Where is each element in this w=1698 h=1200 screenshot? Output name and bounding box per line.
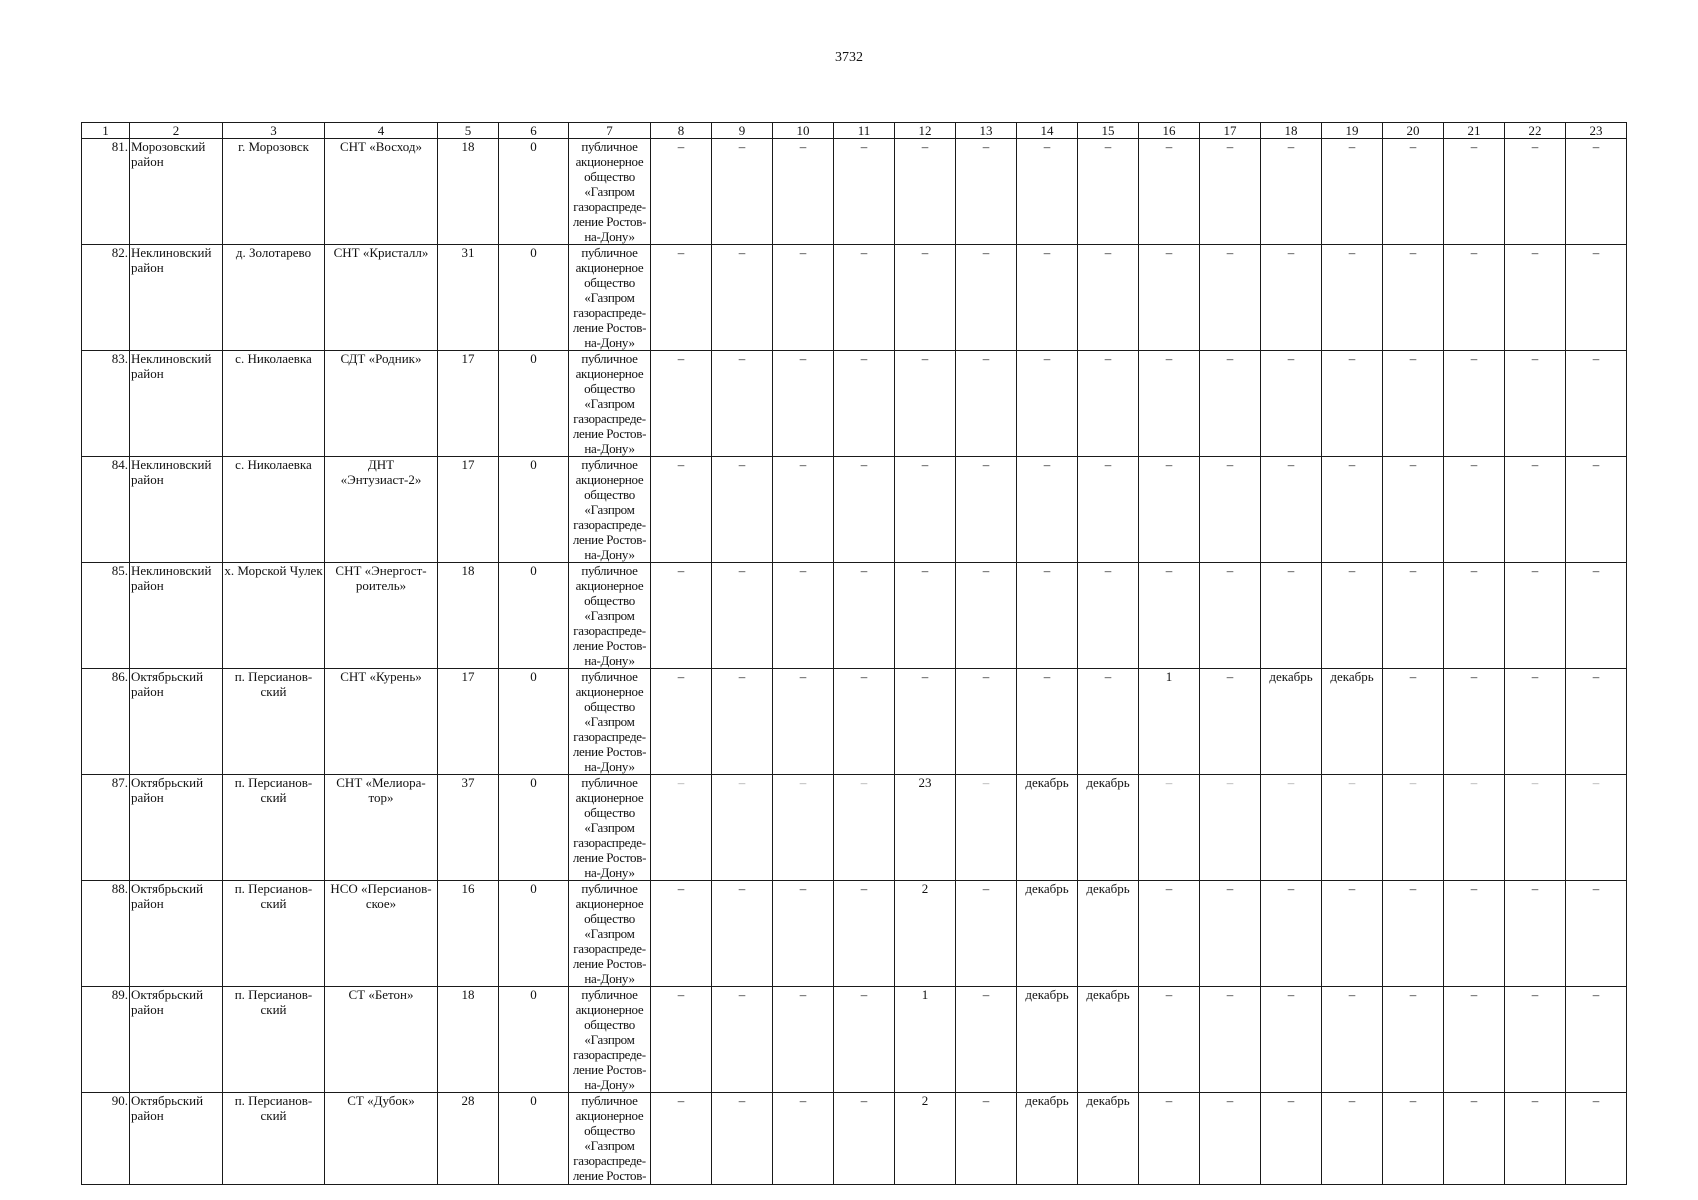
- column-header: 11: [834, 123, 895, 139]
- column-23-cell: –: [1566, 139, 1627, 245]
- table-row: [82, 1093, 1627, 1185]
- column-8-cell: –: [651, 563, 712, 669]
- column-header: 22: [1505, 123, 1566, 139]
- column-9-cell: –: [712, 457, 773, 563]
- column-18-cell: –: [1261, 563, 1322, 669]
- column-12-cell: 2: [895, 1093, 956, 1185]
- column-15-cell: –: [1078, 563, 1139, 669]
- column-18-cell: –: [1261, 881, 1322, 987]
- column-20-cell: –: [1383, 1093, 1444, 1185]
- column-21-cell: –: [1444, 351, 1505, 457]
- column-18-cell: –: [1261, 987, 1322, 1093]
- column-16-cell: –: [1139, 1093, 1200, 1185]
- column-15-cell: декабрь: [1078, 881, 1139, 987]
- district-cell: Октябрьский район: [130, 987, 223, 1093]
- partnership-cell: СНТ «Энергост-роитель»: [325, 563, 438, 669]
- table-row: [82, 775, 1627, 881]
- column-12-cell: 23: [895, 775, 956, 881]
- partnership-cell: СДТ «Родник»: [325, 351, 438, 457]
- column-21-cell: –: [1444, 457, 1505, 563]
- column-22-cell: –: [1505, 457, 1566, 563]
- column-21-cell: –: [1444, 245, 1505, 351]
- organization-cell: публичное акционерное общество «Газпром газораспреде-ление Ростов-на-Дону»: [569, 245, 651, 351]
- column-12-cell: –: [895, 139, 956, 245]
- column-9-cell: –: [712, 669, 773, 775]
- column-19-cell: –: [1322, 987, 1383, 1093]
- column-6-cell: 0: [499, 563, 569, 669]
- column-19-cell: –: [1322, 563, 1383, 669]
- column-10-cell: –: [773, 139, 834, 245]
- column-10-cell: –: [773, 881, 834, 987]
- column-header: 20: [1383, 123, 1444, 139]
- column-20-cell: –: [1383, 139, 1444, 245]
- column-14-cell: декабрь: [1017, 775, 1078, 881]
- column-22-cell: –: [1505, 881, 1566, 987]
- column-19-cell: –: [1322, 245, 1383, 351]
- row-number-cell: 84.: [82, 457, 130, 563]
- column-20-cell: –: [1383, 669, 1444, 775]
- column-22-cell: –: [1505, 669, 1566, 775]
- column-16-cell: –: [1139, 563, 1200, 669]
- column-9-cell: –: [712, 881, 773, 987]
- column-14-cell: декабрь: [1017, 881, 1078, 987]
- column-header: 19: [1322, 123, 1383, 139]
- row-number-cell: 82.: [82, 245, 130, 351]
- column-11-cell: –: [834, 457, 895, 563]
- column-13-cell: –: [956, 245, 1017, 351]
- column-23-cell: –: [1566, 563, 1627, 669]
- column-5-cell: 18: [438, 139, 499, 245]
- column-12-cell: –: [895, 351, 956, 457]
- column-6-cell: 0: [499, 139, 569, 245]
- row-number-cell: 86.: [82, 669, 130, 775]
- column-16-cell: –: [1139, 139, 1200, 245]
- column-13-cell: –: [956, 139, 1017, 245]
- column-5-cell: 28: [438, 1093, 499, 1185]
- column-15-cell: –: [1078, 669, 1139, 775]
- column-header: 6: [499, 123, 569, 139]
- column-13-cell: –: [956, 775, 1017, 881]
- row-number-cell: 90.: [82, 1093, 130, 1185]
- column-22-cell: –: [1505, 987, 1566, 1093]
- column-20-cell: –: [1383, 987, 1444, 1093]
- column-17-cell: –: [1200, 669, 1261, 775]
- column-14-cell: –: [1017, 351, 1078, 457]
- column-header: 8: [651, 123, 712, 139]
- column-8-cell: –: [651, 669, 712, 775]
- column-22-cell: –: [1505, 1093, 1566, 1185]
- column-header: 13: [956, 123, 1017, 139]
- column-8-cell: –: [651, 351, 712, 457]
- column-15-cell: декабрь: [1078, 987, 1139, 1093]
- column-15-cell: декабрь: [1078, 775, 1139, 881]
- column-header: 3: [223, 123, 325, 139]
- table-row: [82, 881, 1627, 987]
- column-18-cell: –: [1261, 139, 1322, 245]
- settlement-cell: п. Персианов-ский: [223, 1093, 325, 1185]
- column-16-cell: –: [1139, 987, 1200, 1093]
- column-17-cell: –: [1200, 351, 1261, 457]
- row-number-cell: 88.: [82, 881, 130, 987]
- partnership-cell: СНТ «Мелиора-тор»: [325, 775, 438, 881]
- column-6-cell: 0: [499, 987, 569, 1093]
- column-22-cell: –: [1505, 245, 1566, 351]
- column-6-cell: 0: [499, 669, 569, 775]
- column-13-cell: –: [956, 1093, 1017, 1185]
- column-19-cell: декабрь: [1322, 669, 1383, 775]
- column-18-cell: –: [1261, 245, 1322, 351]
- column-11-cell: –: [834, 775, 895, 881]
- column-11-cell: –: [834, 563, 895, 669]
- district-cell: Неклиновский район: [130, 563, 223, 669]
- column-13-cell: –: [956, 987, 1017, 1093]
- table-row: [82, 987, 1627, 1093]
- column-23-cell: –: [1566, 775, 1627, 881]
- table-body: [82, 139, 1627, 1185]
- column-10-cell: –: [773, 987, 834, 1093]
- row-number-cell: 85.: [82, 563, 130, 669]
- column-6-cell: 0: [499, 1093, 569, 1185]
- column-20-cell: –: [1383, 457, 1444, 563]
- column-10-cell: –: [773, 457, 834, 563]
- column-5-cell: 18: [438, 563, 499, 669]
- column-13-cell: –: [956, 669, 1017, 775]
- settlement-cell: с. Николаевка: [223, 351, 325, 457]
- column-13-cell: –: [956, 563, 1017, 669]
- column-header: 14: [1017, 123, 1078, 139]
- district-cell: Морозовский район: [130, 139, 223, 245]
- organization-cell: публичное акционерное общество «Газпром газораспреде-ление Ростов-на-Дону»: [569, 351, 651, 457]
- column-16-cell: 1: [1139, 669, 1200, 775]
- district-cell: Октябрьский район: [130, 669, 223, 775]
- column-23-cell: –: [1566, 669, 1627, 775]
- column-20-cell: –: [1383, 245, 1444, 351]
- column-11-cell: –: [834, 881, 895, 987]
- column-6-cell: 0: [499, 245, 569, 351]
- column-header: 5: [438, 123, 499, 139]
- settlement-cell: г. Морозовск: [223, 139, 325, 245]
- organization-cell: публичное акционерное общество «Газпром газораспреде-ление Ростов-на-Дону»: [569, 457, 651, 563]
- column-17-cell: –: [1200, 457, 1261, 563]
- column-8-cell: –: [651, 1093, 712, 1185]
- column-21-cell: –: [1444, 775, 1505, 881]
- column-8-cell: –: [651, 139, 712, 245]
- district-cell: Октябрьский район: [130, 1093, 223, 1185]
- column-19-cell: –: [1322, 457, 1383, 563]
- column-8-cell: –: [651, 245, 712, 351]
- column-header: 17: [1200, 123, 1261, 139]
- column-20-cell: –: [1383, 775, 1444, 881]
- column-9-cell: –: [712, 987, 773, 1093]
- column-21-cell: –: [1444, 139, 1505, 245]
- column-9-cell: –: [712, 245, 773, 351]
- column-15-cell: –: [1078, 457, 1139, 563]
- settlement-cell: с. Николаевка: [223, 457, 325, 563]
- column-22-cell: –: [1505, 139, 1566, 245]
- column-9-cell: –: [712, 351, 773, 457]
- column-23-cell: –: [1566, 457, 1627, 563]
- settlement-cell: п. Персианов-ский: [223, 775, 325, 881]
- column-17-cell: –: [1200, 139, 1261, 245]
- column-11-cell: –: [834, 669, 895, 775]
- district-cell: Неклиновский район: [130, 245, 223, 351]
- settlement-cell: д. Золотарево: [223, 245, 325, 351]
- column-11-cell: –: [834, 1093, 895, 1185]
- column-5-cell: 18: [438, 987, 499, 1093]
- column-23-cell: –: [1566, 881, 1627, 987]
- column-header: 18: [1261, 123, 1322, 139]
- partnership-cell: СНТ «Курень»: [325, 669, 438, 775]
- column-18-cell: –: [1261, 457, 1322, 563]
- column-5-cell: 31: [438, 245, 499, 351]
- column-13-cell: –: [956, 881, 1017, 987]
- row-number-cell: 81.: [82, 139, 130, 245]
- column-16-cell: –: [1139, 245, 1200, 351]
- column-header: 15: [1078, 123, 1139, 139]
- organization-cell: публичное акционерное общество «Газпром газораспреде-ление Ростов-на-Дону»: [569, 775, 651, 881]
- column-11-cell: –: [834, 245, 895, 351]
- column-16-cell: –: [1139, 881, 1200, 987]
- column-header: 12: [895, 123, 956, 139]
- column-8-cell: –: [651, 987, 712, 1093]
- organization-cell: публичное акционерное общество «Газпром газораспреде-ление Ростов-на-Дону»: [569, 563, 651, 669]
- organization-cell: публичное акционерное общество «Газпром газораспреде-ление Ростов-на-Дону»: [569, 987, 651, 1093]
- column-5-cell: 17: [438, 351, 499, 457]
- column-6-cell: 0: [499, 457, 569, 563]
- table-header-row: [82, 123, 1627, 139]
- column-19-cell: –: [1322, 139, 1383, 245]
- column-13-cell: –: [956, 457, 1017, 563]
- column-16-cell: –: [1139, 775, 1200, 881]
- column-12-cell: 1: [895, 987, 956, 1093]
- column-20-cell: –: [1383, 563, 1444, 669]
- column-5-cell: 37: [438, 775, 499, 881]
- column-23-cell: –: [1566, 351, 1627, 457]
- column-15-cell: –: [1078, 139, 1139, 245]
- partnership-cell: ДНТ «Энтузиаст-2»: [325, 457, 438, 563]
- column-11-cell: –: [834, 351, 895, 457]
- column-14-cell: декабрь: [1017, 1093, 1078, 1185]
- column-5-cell: 16: [438, 881, 499, 987]
- settlement-cell: х. Морской Чулек: [223, 563, 325, 669]
- district-cell: Неклиновский район: [130, 351, 223, 457]
- column-5-cell: 17: [438, 669, 499, 775]
- column-11-cell: –: [834, 987, 895, 1093]
- column-23-cell: –: [1566, 987, 1627, 1093]
- column-17-cell: –: [1200, 563, 1261, 669]
- column-10-cell: –: [773, 1093, 834, 1185]
- table-row: [82, 351, 1627, 457]
- column-header: 21: [1444, 123, 1505, 139]
- column-18-cell: –: [1261, 1093, 1322, 1185]
- district-cell: Неклиновский район: [130, 457, 223, 563]
- column-9-cell: –: [712, 1093, 773, 1185]
- column-14-cell: –: [1017, 457, 1078, 563]
- column-19-cell: –: [1322, 775, 1383, 881]
- table-row: [82, 563, 1627, 669]
- column-6-cell: 0: [499, 351, 569, 457]
- column-9-cell: –: [712, 139, 773, 245]
- column-16-cell: –: [1139, 351, 1200, 457]
- column-10-cell: –: [773, 669, 834, 775]
- column-23-cell: –: [1566, 1093, 1627, 1185]
- column-18-cell: –: [1261, 351, 1322, 457]
- row-number-cell: 87.: [82, 775, 130, 881]
- column-14-cell: –: [1017, 139, 1078, 245]
- row-number-cell: 83.: [82, 351, 130, 457]
- column-header: 9: [712, 123, 773, 139]
- column-9-cell: –: [712, 563, 773, 669]
- column-8-cell: –: [651, 457, 712, 563]
- column-18-cell: декабрь: [1261, 669, 1322, 775]
- column-21-cell: –: [1444, 669, 1505, 775]
- partnership-cell: СНТ «Восход»: [325, 139, 438, 245]
- partnership-cell: СТ «Дубок»: [325, 1093, 438, 1185]
- column-15-cell: –: [1078, 245, 1139, 351]
- column-14-cell: –: [1017, 563, 1078, 669]
- column-16-cell: –: [1139, 457, 1200, 563]
- column-17-cell: –: [1200, 775, 1261, 881]
- table-row: [82, 245, 1627, 351]
- column-12-cell: –: [895, 245, 956, 351]
- column-9-cell: –: [712, 775, 773, 881]
- partnership-cell: СНТ «Кристалл»: [325, 245, 438, 351]
- column-14-cell: –: [1017, 669, 1078, 775]
- column-header: 1: [82, 123, 130, 139]
- district-cell: Октябрьский район: [130, 775, 223, 881]
- column-22-cell: –: [1505, 775, 1566, 881]
- column-12-cell: 2: [895, 881, 956, 987]
- column-header: 4: [325, 123, 438, 139]
- column-21-cell: –: [1444, 987, 1505, 1093]
- settlement-cell: п. Персианов-ский: [223, 881, 325, 987]
- column-14-cell: –: [1017, 245, 1078, 351]
- column-6-cell: 0: [499, 881, 569, 987]
- column-20-cell: –: [1383, 351, 1444, 457]
- column-17-cell: –: [1200, 245, 1261, 351]
- column-header: 23: [1566, 123, 1627, 139]
- column-6-cell: 0: [499, 775, 569, 881]
- column-11-cell: –: [834, 139, 895, 245]
- column-15-cell: декабрь: [1078, 1093, 1139, 1185]
- column-10-cell: –: [773, 775, 834, 881]
- organization-cell: публичное акционерное общество «Газпром газораспреде-ление Ростов-на-Дону»: [569, 139, 651, 245]
- column-21-cell: –: [1444, 563, 1505, 669]
- column-20-cell: –: [1383, 881, 1444, 987]
- column-18-cell: –: [1261, 775, 1322, 881]
- column-header: 7: [569, 123, 651, 139]
- column-19-cell: –: [1322, 881, 1383, 987]
- row-number-cell: 89.: [82, 987, 130, 1093]
- column-10-cell: –: [773, 563, 834, 669]
- column-12-cell: –: [895, 669, 956, 775]
- column-21-cell: –: [1444, 1093, 1505, 1185]
- table-row: [82, 669, 1627, 775]
- column-17-cell: –: [1200, 987, 1261, 1093]
- column-23-cell: –: [1566, 245, 1627, 351]
- column-header: 10: [773, 123, 834, 139]
- column-15-cell: –: [1078, 351, 1139, 457]
- column-8-cell: –: [651, 775, 712, 881]
- district-cell: Октябрьский район: [130, 881, 223, 987]
- column-14-cell: декабрь: [1017, 987, 1078, 1093]
- column-8-cell: –: [651, 881, 712, 987]
- partnership-cell: НСО «Персианов-ское»: [325, 881, 438, 987]
- table-row: [82, 457, 1627, 563]
- column-12-cell: –: [895, 563, 956, 669]
- column-5-cell: 17: [438, 457, 499, 563]
- column-17-cell: –: [1200, 1093, 1261, 1185]
- column-22-cell: –: [1505, 563, 1566, 669]
- column-21-cell: –: [1444, 881, 1505, 987]
- column-12-cell: –: [895, 457, 956, 563]
- table-row: [82, 139, 1627, 245]
- column-22-cell: –: [1505, 351, 1566, 457]
- column-header: 2: [130, 123, 223, 139]
- organization-cell: публичное акционерное общество «Газпром газораспреде-ление Ростов-на-Дону»: [569, 669, 651, 775]
- settlement-cell: п. Персианов-ский: [223, 987, 325, 1093]
- column-19-cell: –: [1322, 351, 1383, 457]
- column-13-cell: –: [956, 351, 1017, 457]
- page-number: 3732: [835, 50, 863, 65]
- column-10-cell: –: [773, 245, 834, 351]
- column-header: 16: [1139, 123, 1200, 139]
- organization-cell: публичное акционерное общество «Газпром газораспреде-ление Ростов-: [569, 1093, 651, 1185]
- column-19-cell: –: [1322, 1093, 1383, 1185]
- partnership-cell: СТ «Бетон»: [325, 987, 438, 1093]
- column-10-cell: –: [773, 351, 834, 457]
- settlement-cell: п. Персианов-ский: [223, 669, 325, 775]
- column-17-cell: –: [1200, 881, 1261, 987]
- data-table: [81, 122, 1627, 1185]
- organization-cell: публичное акционерное общество «Газпром газораспреде-ление Ростов-на-Дону»: [569, 881, 651, 987]
